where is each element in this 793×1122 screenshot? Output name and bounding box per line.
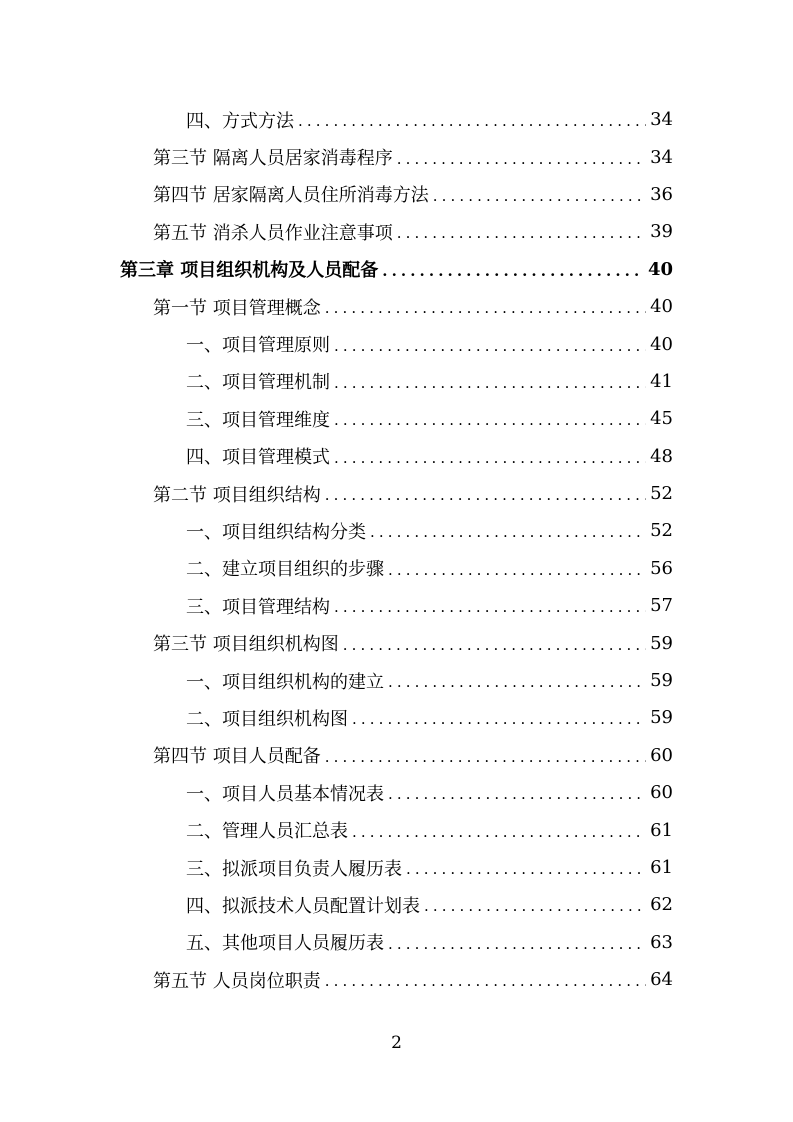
toc-entry-page: 41 xyxy=(650,370,673,392)
toc-entry-title: 五、其他项目人员履历表 xyxy=(186,933,384,955)
toc-entry-title: 二、项目管理机制 xyxy=(186,372,330,394)
toc-dot-leader xyxy=(424,899,646,914)
toc-entry-page: 52 xyxy=(650,483,673,505)
toc-entry[interactable] xyxy=(0,774,793,811)
toc-entry[interactable] xyxy=(0,101,793,138)
toc-entry-title: 第二节 项目组织结构 xyxy=(153,484,321,506)
toc-entry-page: 34 xyxy=(650,146,673,168)
toc-entry-page: 34 xyxy=(650,109,673,131)
toc-entry[interactable] xyxy=(0,886,793,923)
toc-entry-title: 第五节 消杀人员作业注意事项 xyxy=(153,222,393,244)
toc-entry[interactable] xyxy=(0,325,793,362)
toc-entry-page: 56 xyxy=(650,557,673,579)
toc-entry-page: 48 xyxy=(650,445,673,467)
toc-entry-title: 四、项目管理模式 xyxy=(186,447,330,469)
toc-entry-page: 62 xyxy=(650,894,673,916)
toc-dot-leader xyxy=(382,264,644,279)
toc-entry-title: 第四节 项目人员配备 xyxy=(153,746,321,768)
toc-entry[interactable] xyxy=(0,475,793,512)
toc-entry-page: 59 xyxy=(650,670,673,692)
toc-dot-leader xyxy=(397,226,646,241)
toc-entry-title: 第三节 项目组织机构图 xyxy=(153,634,339,656)
toc-entry-page: 59 xyxy=(650,632,673,654)
toc-entry[interactable] xyxy=(0,400,793,437)
toc-entry[interactable] xyxy=(0,288,793,325)
toc-entry[interactable] xyxy=(0,138,793,175)
toc-chapter-entry[interactable] xyxy=(0,251,793,288)
toc-entry-title: 一、项目组织结构分类 xyxy=(186,521,366,543)
toc-entry-title: 三、拟派项目负责人履历表 xyxy=(186,858,402,880)
toc-entry-page: 60 xyxy=(650,782,673,804)
toc-entry-page: 36 xyxy=(650,183,673,205)
toc-entry[interactable] xyxy=(0,363,793,400)
toc-dot-leader xyxy=(298,114,646,129)
toc-entry[interactable] xyxy=(0,699,793,736)
toc-dot-leader xyxy=(388,787,646,802)
toc-entry-title: 三、项目管理维度 xyxy=(186,409,330,431)
toc-dot-leader xyxy=(334,339,646,354)
toc-entry-page: 64 xyxy=(650,969,673,991)
toc-dot-leader xyxy=(388,675,646,690)
toc-entry-page: 60 xyxy=(650,744,673,766)
toc-dot-leader xyxy=(433,189,646,204)
toc-entry-page: 63 xyxy=(650,931,673,953)
table-of-contents xyxy=(0,101,793,998)
toc-entry[interactable] xyxy=(0,924,793,961)
toc-entry-title: 二、建立项目组织的步骤 xyxy=(186,559,384,581)
toc-entry-title: 二、项目组织机构图 xyxy=(186,708,348,730)
page-number: 2 xyxy=(391,1033,402,1053)
toc-entry-title: 四、拟派技术人员配置计划表 xyxy=(186,895,420,917)
toc-dot-leader xyxy=(406,862,646,877)
toc-entry[interactable] xyxy=(0,737,793,774)
toc-dot-leader xyxy=(325,750,646,765)
toc-entry[interactable] xyxy=(0,550,793,587)
toc-entry-title: 第一节 项目管理概念 xyxy=(153,297,321,319)
toc-entry[interactable] xyxy=(0,176,793,213)
toc-dot-leader xyxy=(334,413,646,428)
toc-entry[interactable] xyxy=(0,624,793,661)
toc-dot-leader xyxy=(325,488,646,503)
toc-entry-page: 59 xyxy=(650,707,673,729)
toc-entry-page: 57 xyxy=(650,595,673,617)
toc-entry-title: 第四节 居家隔离人员住所消毒方法 xyxy=(153,185,429,207)
toc-entry-title: 第三节 隔离人员居家消毒程序 xyxy=(153,148,393,170)
toc-entry-title: 第三章 项目组织机构及人员配备 xyxy=(120,260,379,282)
toc-entry-title: 四、方式方法 xyxy=(186,110,294,132)
toc-entry-page: 52 xyxy=(650,520,673,542)
toc-dot-leader xyxy=(352,825,646,840)
toc-dot-leader xyxy=(397,152,646,167)
toc-entry-page: 45 xyxy=(650,408,673,430)
toc-entry-title: 一、项目人员基本情况表 xyxy=(186,783,384,805)
toc-entry-page: 61 xyxy=(650,857,673,878)
toc-entry-title: 三、项目管理结构 xyxy=(186,596,330,618)
toc-dot-leader xyxy=(343,638,646,653)
toc-entry[interactable] xyxy=(0,811,793,848)
toc-entry[interactable] xyxy=(0,438,793,475)
toc-entry[interactable] xyxy=(0,662,793,699)
toc-entry-page: 40 xyxy=(650,333,673,355)
toc-entry[interactable] xyxy=(0,213,793,250)
toc-dot-leader xyxy=(325,301,646,316)
toc-entry-title: 一、项目管理原则 xyxy=(186,335,330,357)
toc-entry[interactable] xyxy=(0,849,793,886)
toc-dot-leader xyxy=(325,974,646,989)
toc-entry-page: 61 xyxy=(650,819,673,841)
toc-entry-title: 第五节 人员岗位职责 xyxy=(153,970,321,992)
toc-dot-leader xyxy=(334,600,646,615)
toc-entry-page: 39 xyxy=(650,221,673,243)
toc-dot-leader xyxy=(352,712,646,727)
toc-entry[interactable] xyxy=(0,587,793,624)
toc-dot-leader xyxy=(388,937,646,952)
toc-entry-page: 40 xyxy=(650,296,673,318)
toc-dot-leader xyxy=(334,451,646,466)
toc-dot-leader xyxy=(388,563,646,578)
toc-entry-title: 一、项目组织机构的建立 xyxy=(186,671,384,693)
toc-dot-leader xyxy=(370,525,646,540)
toc-entry-page: 40 xyxy=(647,258,673,280)
toc-entry-title: 二、管理人员汇总表 xyxy=(186,821,348,843)
toc-entry[interactable] xyxy=(0,512,793,549)
toc-entry[interactable] xyxy=(0,961,793,998)
toc-dot-leader xyxy=(334,376,646,391)
